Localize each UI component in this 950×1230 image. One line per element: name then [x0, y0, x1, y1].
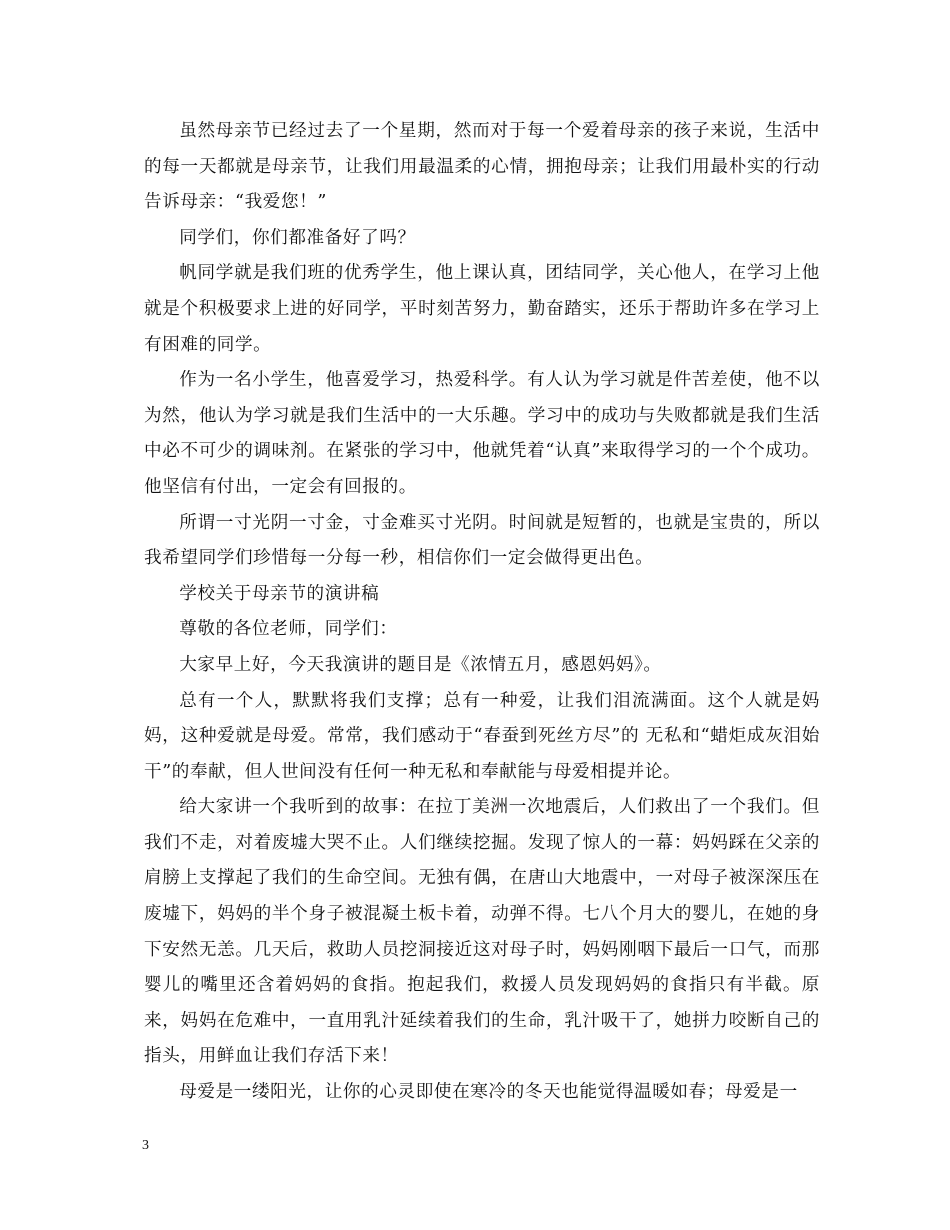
paragraph: 同学们，你们都准备好了吗？: [179, 227, 416, 248]
document-body: [144, 114, 820, 1111]
paragraph: 帆同学就是我们班的优秀学生，他上课认真，团结同学，关心他人，在学习上他就是个积极要求上进的好同学，平时刻苦努力，勤奋踏实，还乐于帮助许多在学习上有困难的同学。: [144, 263, 820, 355]
paragraph: 虽然母亲节已经过去了一个星期，然而对于每一个爱着母亲的孩子来说，生活中的每一天都就是母亲节，让我们用最温柔的心情，拥抱母亲；让我们用最朴实的行动告诉母亲：“我爱您！”: [144, 121, 820, 213]
page-number: 3: [142, 1138, 149, 1153]
paragraph: 作为一名小学生，他喜爱学习，热爱科学。有人认为学习就是件苦差使，他不以为然，他认为学习就是我们生活中的一大乐趣。学习中的成功与失败都就是我们生活中必不可少的调味剂。在紧张的学习中，他就凭着“认真”来取得学习的一个个成功。他坚信有付出，一定会有回报的。: [144, 370, 820, 497]
salutation: 尊敬的各位老师，同学们：: [179, 619, 398, 640]
section-heading: 学校关于母亲节的演讲稿: [179, 583, 380, 604]
paragraph: 总有一个人，默默将我们支撑；总有一种爱，让我们泪流满面。这个人就是妈妈，这种爱就是母爱。常常，我们感动于“春蚕到死丝方尽”的 无私和“蜡炬成灰泪始干”的奉献，但人世间没有任何一种无私和奉献能与母爱相提并论。: [144, 690, 820, 782]
paragraph: 给大家讲一个我听到的故事：在拉丁美洲一次地震后，人们救出了一个我们。但我们不走，对着废墟大哭不止。人们继续挖掘。发现了惊人的一幕：妈妈踩在父亲的肩膀上支撑起了我们的生命空间。无独有偶，在唐山大地震中，一对母子被深深压在废墟下，妈妈的半个身子被混凝土板卡着，动弹不得。七八个月大的婴儿，在她的身下安然无恙。几天后，救助人员挖洞接近这对母子时，妈妈刚咽下最后一口气，而那婴儿的嘴里还含着妈妈的食指。抱起我们，救援人员发现妈妈的食指只有半截。原来，妈妈在危难中，一直用乳汁延续着我们的生命，乳汁吸干了，她拼力咬断自己的指头，用鲜血让我们存活下来！: [144, 797, 820, 1067]
paragraph: 母爱是一缕阳光，让你的心灵即使在寒冷的冬天也能觉得温暖如春；母爱是一: [179, 1082, 798, 1103]
paragraph: 大家早上好，今天我演讲的题目是《浓情五月，感恩妈妈》。: [179, 654, 662, 675]
paragraph: 所谓一寸光阴一寸金，寸金难买寸光阴。时间就是短暂的，也就是宝贵的，所以我希望同学们珍惜每一分每一秒，相信你们一定会做得更出色。: [144, 512, 820, 569]
